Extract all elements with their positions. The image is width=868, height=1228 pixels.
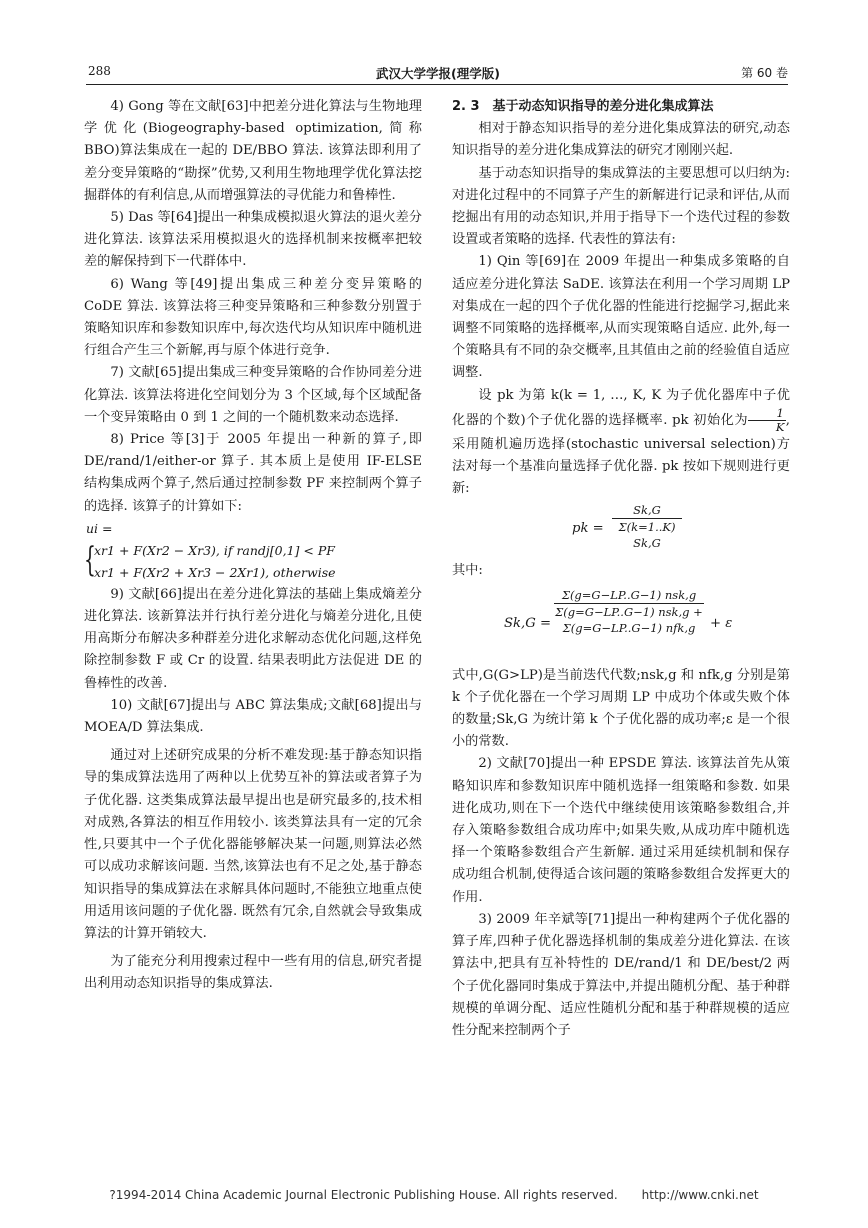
- equation-pk: [452, 500, 790, 560]
- pk-text-a: 设 pk 为第 k(k = 1, …, K, K 为子优化器库中子优化器的个数)个子优化器的选择概率. pk 初始化为: [452, 387, 790, 428]
- paragraph-epsde: 2) 文献[70]提出一种 EPSDE 算法. 该算法首先从策略知识库和参数知识库中随机选择一组策略和参数. 如果进化成功,则在下一个迭代中继续使用该策略参数组合,并存入策略参数组合成功库中;如果失败,从成功库中随机选择一个策略参数组合产生新解. 通过采用延续机制和保存成功组合机制,使得适合该问题的策略参数组合发挥更大的作用.: [452, 756, 790, 905]
- paragraph-pk-definition: [452, 385, 790, 501]
- paragraph-ref66: 9) 文献[66]提出在差分进化算法的基础上集成熵差分进化算法. 该新算法并行执行差分进化与熵差分进化,且使用高斯分布解决多种群差分进化求解动态优化问题,这样免除控制参数 F 或 Cr 的设置. 结果表明此方法促进 DE 的鲁棒性的改善.: [84, 586, 422, 691]
- equation-skg-numerator: Σ(g=G−LP..G−1) nsk,g: [554, 587, 704, 604]
- copyright-footer: ?1994-2014 China Academic Journal Electronic Publishing House. All rights reserved. http://www.cnki.net: [109, 1188, 759, 1202]
- journal-title: 武汉大学学报(理学版): [376, 66, 500, 81]
- formula-piecewise: [84, 540, 422, 584]
- fraction-denominator: K: [775, 419, 785, 434]
- section-heading: 2. 3 基于动态知识指导的差分进化集成算法: [452, 99, 714, 114]
- equation-skg-epsilon: + ε: [710, 615, 733, 631]
- equation-pk-denominator: Σ(k=1..K) Sk,G: [618, 520, 676, 551]
- equation-skg: [452, 583, 790, 665]
- paragraph-xinbin: 3) 2009 年辛斌等[71]提出一种构建两个子优化器的算子库,四种子优化器选择机制的集成差分进化算法. 在该算法中,把具有互补特性的 DE/rand/1 和 DE/best/2 两个子优化器同时集成于算法中,并提出随机分配、基于种群规模的单调分配、适应性随机分配和基于种群规模的适应性分配来控制两个子: [452, 911, 790, 1038]
- paragraph-price: 8) Price 等[3]于 2005 年提出一种新的算子,即 DE/rand/1/either-or 算子. 其本质上是使用 IF-ELSE 结构集成两个算子,然后通过控制参数 PF 来控制两个算子的选择. 该算子的计算如下:: [84, 432, 422, 514]
- paragraph-qin: 1) Qin 等[69]在 2009 年提出一种集成多策略的自适应差分进化算法 SaDE. 该算法在利用一个学习周期 LP 对集成在一起的四个子优化器的性能进行挖掘学习,据此来调整不同策略的选择概率,从而实现策略自适应. 此外,每一个策略具有不同的杂交概率,且其值由之前的经验值自适应调整.: [452, 254, 790, 381]
- paragraph-analysis: 通过对上述研究成果的分析不难发现:基于静态知识指导的集成算法选用了两种以上优势互补的算法或者算子为子优化器. 这类集成算法最早提出也是研究最多的,技术相对成熟,各算法的相互作用较小. 该类算法具有一定的冗余性,只要其中一个子优化器能够解决某一问题,则算法必然可以成功求解该问题. 当然,该算法也有不足之处,基于静态知识指导的集成算法在求解具体问题时,不能独立地重点使用适用该问题的子优化器. 既然有冗余,自然就会导致集成算法的计算开销较大.: [84, 748, 422, 941]
- paragraph-gong: 4) Gong 等在文献[63]中把差分进化算法与生物地理学优化(Biogeography-based optimization,简称 BBO)算法集成在一起的 DE/BBO 算法. 该算法即利用了差分变异策略的“勘探”优势,又利用生物地理学优化算法挖掘群体的有利信息,从而增强算法的寻优能力和鲁棒性.: [84, 99, 422, 203]
- header-divider: [86, 84, 788, 85]
- pk-text-b: ,采用随机遍历选择(stochastic universal selection)方法对每一个基准向量选择子优化器. pk 按如下规则进行更新:: [452, 412, 790, 497]
- formula-case-2: xr1 + F(Xr2 + Xr3 − 2Xr1), otherwise: [94, 564, 336, 580]
- inline-fraction: [748, 407, 786, 434]
- equation-skg-denominator: Σ(g=G−LP..G−1) nsk,g + Σ(g=G−LP..G−1) nfk,g: [555, 604, 703, 635]
- equation-skg-fraction: [554, 587, 704, 636]
- running-header: [88, 60, 788, 84]
- paragraph-variables: 式中,G(G>LP)是当前迭代代数;nsk,g 和 nfk,g 分别是第 k 个子优化器在一个学习周期 LP 中成功个体或失败个体的数量;Sk,G 为统计第 k 个子优化器的成功率;ε 是一个很小的常数.: [452, 667, 790, 750]
- equation-pk-fraction: [612, 502, 682, 551]
- paragraph-ref65: 7) 文献[65]提出集成三种变异策略的合作协同差分进化算法. 该算法将进化空间划分为 3 个区域,每个区域配备一个变异策略由 0 到 1 之间的一个随机数来动态选择.: [84, 365, 422, 425]
- equation-pk-numerator: Sk,G: [612, 502, 682, 519]
- paragraph-intro: 相对于静态知识指导的差分进化集成算法的研究,动态知识指导的差分进化集成算法的研究才刚刚兴起.: [452, 121, 790, 159]
- where-label: 其中:: [452, 563, 483, 579]
- paragraph-transition: 为了能充分利用搜索过程中一些有用的信息,研究者提出利用动态知识指导的集成算法.: [84, 954, 422, 992]
- fraction-numerator: 1: [748, 407, 786, 421]
- paragraph-wang: 6) Wang 等[49]提出集成三种差分变异策略的 CoDE 算法. 该算法将三种变异策略和三种参数分别置于策略知识库和参数知识库中,每次迭代均从知识库中随机进行组合产生三个新解,再与原个体进行竞争.: [84, 276, 422, 359]
- left-column: [84, 96, 422, 996]
- paragraph-main-idea: 基于动态知识指导的集成算法的主要思想可以归纳为:对进化过程中的不同算子产生的新解进行记录和评估,从而挖掘出有用的动态知识,并用于指导下一个迭代过程的参数设置或者策略的选择. 代表性的算法有:: [452, 165, 790, 248]
- paragraph-das: 5) Das 等[64]提出一种集成模拟退火算法的退火差分进化算法. 该算法采用模拟退火的选择机制来按概率把较差的解保持到下一代群体中.: [84, 210, 422, 270]
- right-column: [452, 96, 790, 1042]
- paragraph-ref67: 10) 文献[67]提出与 ABC 算法集成;文献[68]提出与 MOEA/D 算法集成.: [84, 697, 422, 736]
- page-number: 288: [88, 64, 111, 78]
- equation-skg-lhs: Sk,G =: [504, 615, 551, 631]
- volume-label: 第 60 卷: [741, 66, 788, 80]
- formula-ui-lhs: ui =: [86, 520, 113, 536]
- formula-case-1: xr1 + F(Xr2 − Xr3), if randj[0,1] < PF: [94, 542, 335, 558]
- brace-icon: {: [84, 539, 96, 580]
- equation-pk-lhs: pk =: [572, 521, 604, 537]
